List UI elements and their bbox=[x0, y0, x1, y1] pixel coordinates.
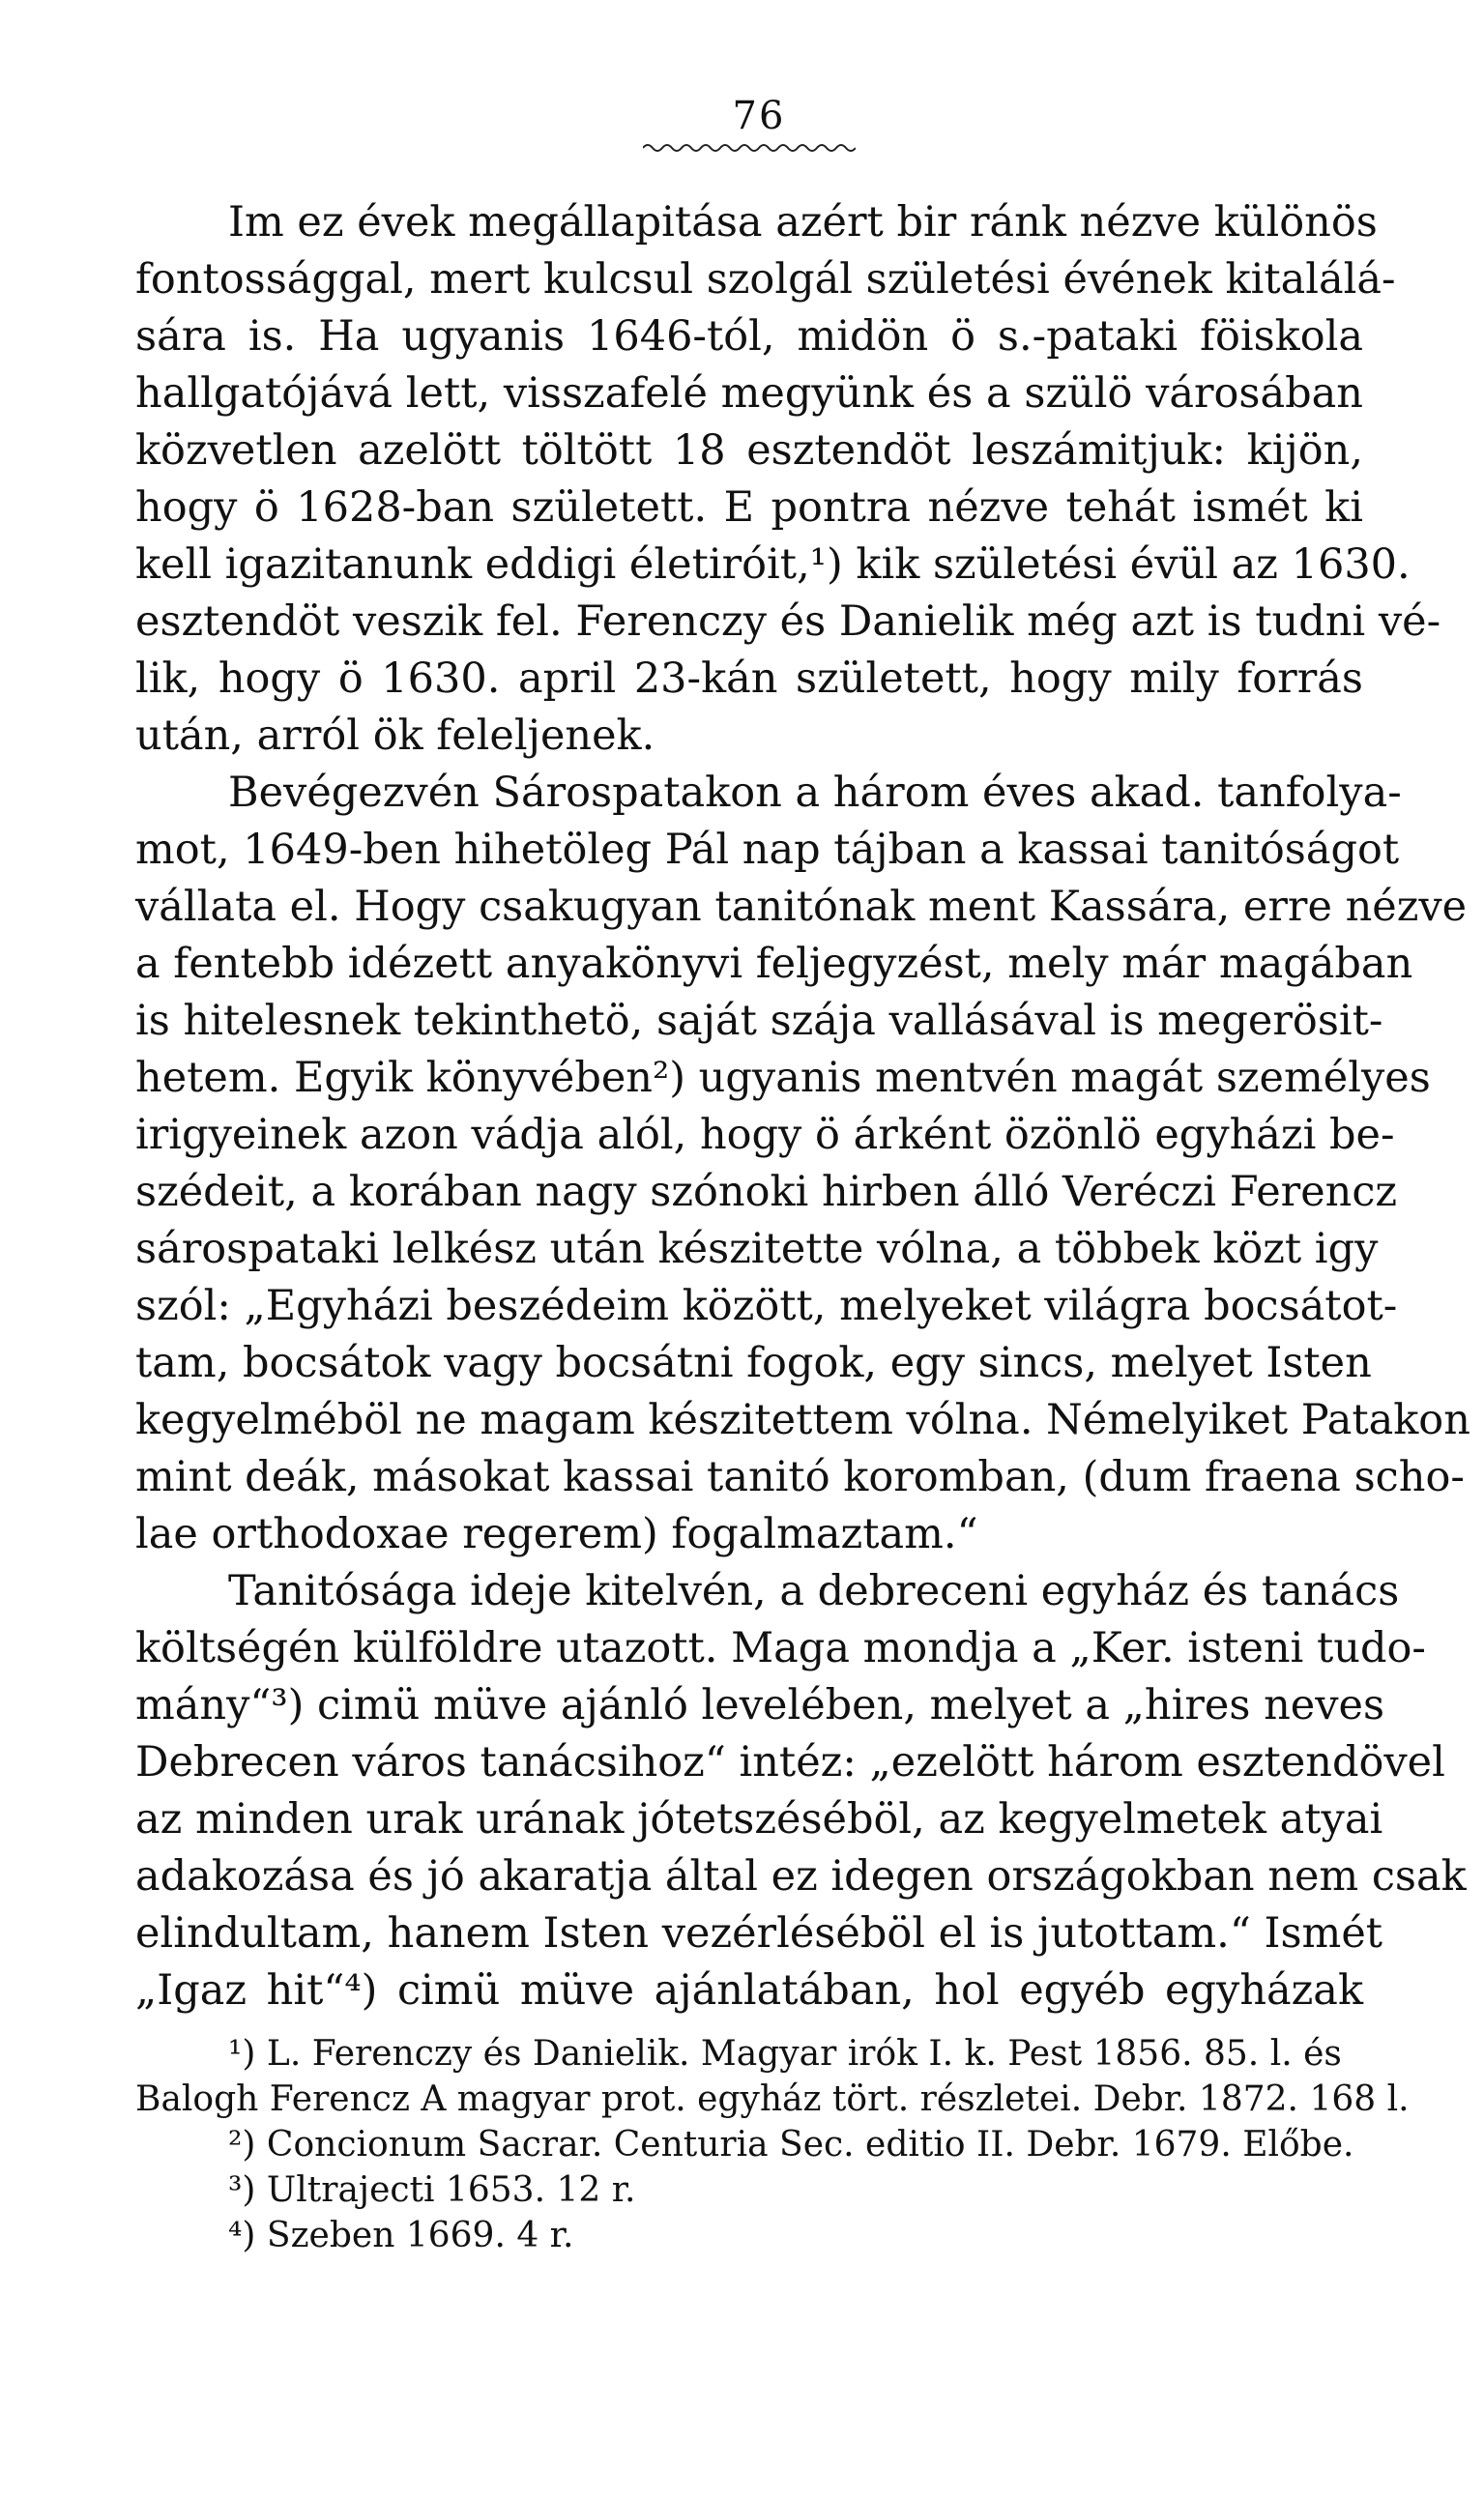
footnote-4: ⁴) Szeben 1669. 4 r. bbox=[228, 2216, 574, 2255]
text-line: Debrecen város tanácsihoz“ intéz: „ezelött három esztendövel bbox=[135, 1738, 1445, 1787]
paragraph-1 bbox=[135, 194, 1441, 765]
text-line: elindultam, hanem Isten vezérléséböl el is jutottam.“ Ismét bbox=[135, 1909, 1383, 1958]
text-line: „Igaz hit“⁴) cimü müve ajánlatában, hol egyéb egyházak bbox=[135, 1966, 1363, 2015]
text-line: költségén külföldre utazott. Maga mondja a „Ker. isteni tudo- bbox=[135, 1624, 1426, 1672]
text-line: mány“³) cimü müve ajánló levelében, melyet a „hires neves bbox=[135, 1681, 1385, 1729]
text-line: mot, 1649-ben hihetöleg Pál nap tájban a kassai tanitóságot bbox=[135, 826, 1400, 874]
text-line: közvetlen azelött töltött 18 esztendöt leszámitjuk: kijön, bbox=[135, 426, 1363, 475]
footnote-1-continued: Balogh Ferencz A magyar prot. egyház tört. részletei. Debr. 1872. 168 l. bbox=[135, 2079, 1410, 2119]
text-line: mint deák, másokat kassai tanitó koromban, (dum fraena scho- bbox=[135, 1453, 1465, 1501]
text-line: Tanitósága ideje kitelvén, a debreceni egyház és tanács bbox=[228, 1567, 1400, 1615]
text-line: kegyelméböl ne magam készitettem vólna. Némelyiket Patakon bbox=[135, 1396, 1470, 1444]
text-line: vállata el. Hogy csakugyan tanitónak ment Kassára, erre nézve bbox=[135, 883, 1468, 931]
text-line: kell igazitanunk eddigi életiróit,¹) kik születési évül az 1630. bbox=[135, 540, 1411, 589]
text-line: adakozása és jó akaratja által ez idegen országokban nem csak bbox=[135, 1852, 1467, 1901]
text-line: után, arról ök feleljenek. bbox=[135, 712, 655, 760]
page-number: 76 bbox=[732, 94, 786, 138]
paragraph-2 bbox=[135, 765, 1470, 1563]
text-line: Bevégezvén Sárospatakon a három éves akad. tanfolya- bbox=[228, 769, 1402, 817]
text-line: lik, hogy ö 1630. april 23-kán született, hogy mily forrás bbox=[135, 654, 1363, 703]
text-line: esztendöt veszik fel. Ferenczy és Danielik még azt is tudni vé- bbox=[135, 597, 1441, 646]
footnotes bbox=[135, 2031, 1410, 2258]
text-line: az minden urak urának jótetszéséböl, az kegyelmetek atyai bbox=[135, 1795, 1383, 1844]
text-line: hallgatójává lett, visszafelé megyünk és a szülö városában bbox=[135, 369, 1363, 418]
text-line: fontossággal, mert kulcsul szolgál születési évének kitalálá- bbox=[135, 255, 1396, 304]
page bbox=[135, 92, 1470, 2258]
text-line: szól: „Egyházi beszédeim között, melyeket világra bocsátot- bbox=[135, 1282, 1398, 1330]
footnote-3: ³) Ultrajecti 1653. 12 r. bbox=[228, 2170, 636, 2210]
text-line: tam, bocsátok vagy bocsátni fogok, egy sincs, melyet Isten bbox=[135, 1339, 1372, 1387]
text-line: sárospataki lelkész után készitette vólna, a többek közt igy bbox=[135, 1225, 1379, 1273]
text-line: a fentebb idézett anyakönyvi feljegyzést, mely már magában bbox=[135, 940, 1413, 988]
text-line: hetem. Egyik könyvében²) ugyanis mentvén magát személyes bbox=[135, 1054, 1431, 1102]
text-line: sára is. Ha ugyanis 1646-tól, midön ö s.-pataki föiskola bbox=[135, 312, 1363, 361]
text-line: lae orthodoxae regerem) fogalmaztam.“ bbox=[135, 1510, 978, 1558]
text-line: irigyeinek azon vádja alól, hogy ö árként özönlö egyházi be- bbox=[135, 1111, 1395, 1159]
paragraph-3 bbox=[135, 1563, 1467, 2020]
text-line: Im ez évek megállapitása azért bir ránk nézve különös bbox=[228, 198, 1378, 247]
footnote-1: ¹) L. Ferenczy és Danielik. Magyar irók I. k. Pest 1856. 85. l. és bbox=[228, 2034, 1342, 2074]
footnote-2: ²) Concionum Sacrar. Centuria Sec. editio II. Debr. 1679. Előbe. bbox=[228, 2125, 1354, 2165]
text-line: hogy ö 1628-ban született. E pontra nézve tehát ismét ki bbox=[135, 483, 1363, 532]
text-line: is hitelesnek tekinthetö, saját szája vallásával is megerösit- bbox=[135, 997, 1383, 1045]
wavy-rule-ornament bbox=[643, 140, 856, 156]
text-line: szédeit, a korában nagy szónoki hirben álló Veréczi Ferencz bbox=[135, 1168, 1398, 1216]
